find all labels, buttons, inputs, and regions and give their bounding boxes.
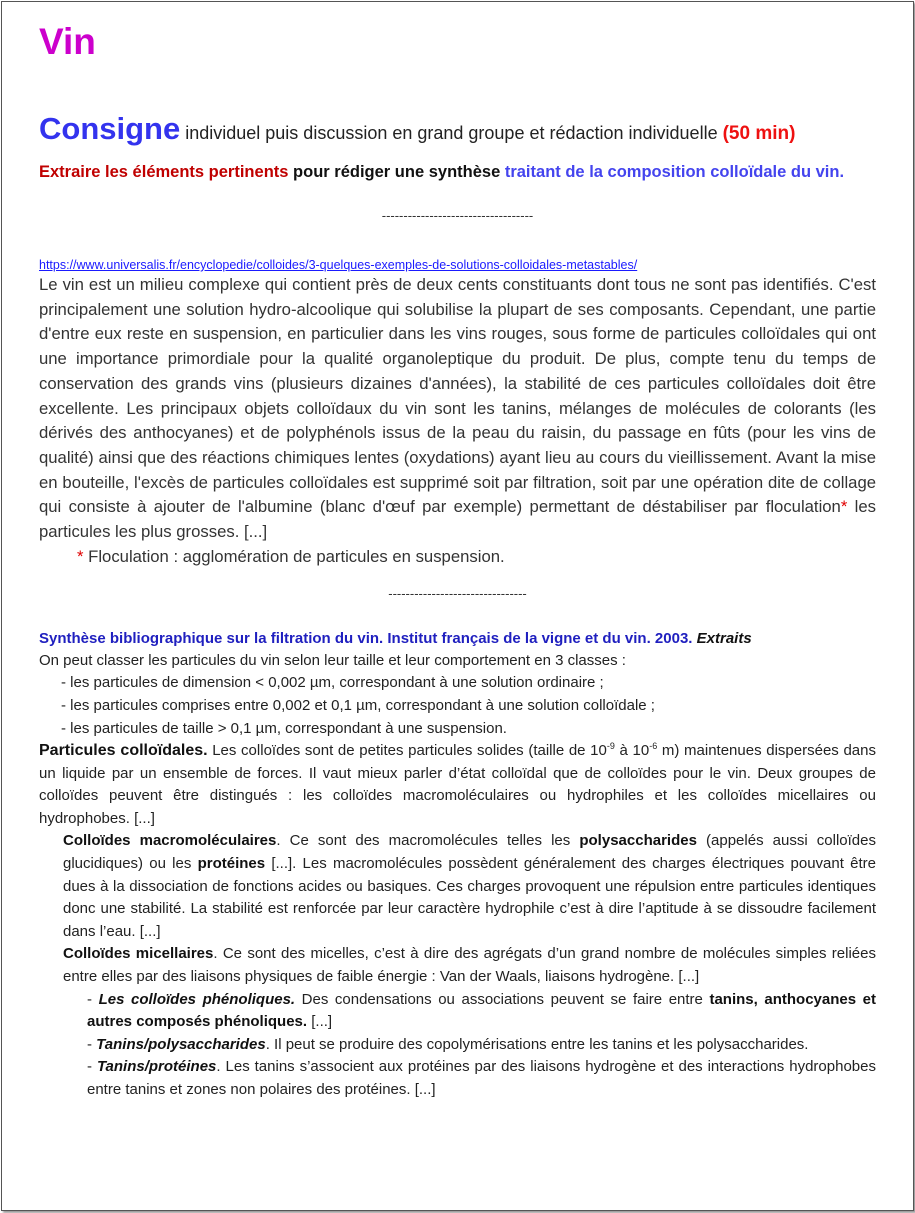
macro-text-a: . Ce sont des macromolécules telles les	[276, 832, 580, 850]
footnote-star: *	[77, 546, 84, 566]
universalis-paragraph	[39, 273, 876, 545]
footnote-star-marker: *	[840, 497, 848, 517]
exponent-2: -6	[649, 741, 658, 752]
colloid-paragraph	[39, 740, 876, 830]
colloid-text-b: à 10	[614, 742, 650, 760]
macro-bold-proteines: protéines	[197, 855, 266, 873]
biblio-title-text: Synthèse bibliographique sur la filtration du vin. Institut français de la vigne et du vin. 2003.	[39, 629, 697, 647]
sub-text-a-2: . Il peut se produire des copolymérisations entre les tanins et les polysaccharides.	[265, 1035, 809, 1053]
macro-text-b: (appelés aussi colloïdes glucidiques) ou les	[63, 832, 876, 873]
macro-colloids-paragraph	[63, 830, 876, 943]
sub-item-tanins-polysaccharides	[87, 1034, 876, 1057]
macro-text-c: [...]. Les macromolécules possèdent généralement des charges électriques pouvant être dues à la dissociation de fonctions acides ou basiques. Ces charges provoquent une répulsion entre particules identiques donc une stabilité. La stabilité est renforcée par leur caractère hydrophile c’est à dire l’aptitude à se dissoudre facilement dans l’eau. [...]	[63, 855, 876, 940]
document-title: Vin	[39, 21, 96, 62]
paragraph-end-text: les particules les plus grosses. [...]	[39, 497, 876, 542]
separator-1: -----------------------------------	[381, 208, 534, 223]
task-part-3: traitant de la composition colloïdale du vin.	[504, 163, 845, 181]
consigne-heading: Consigne	[39, 111, 181, 146]
class-item-2: - les particules comprises entre 0,002 et 0,1 µm, correspondant à une solution colloïdale ;	[61, 696, 655, 714]
footnote-text: Floculation : agglomération de particules en suspension.	[83, 546, 505, 566]
task-part-2: pour rédiger une synthèse	[288, 163, 505, 181]
biblio-intro: On peut classer les particules du vin selon leur taille et leur comportement en 3 classes :	[39, 651, 626, 669]
micelle-colloids-paragraph	[63, 943, 876, 988]
colloid-text-a: Les colloïdes sont de petites particules solides (taille de 10	[207, 742, 607, 760]
consigne-time: (50 min)	[722, 123, 796, 144]
sub-text-b-1: [...]	[307, 1013, 333, 1031]
paragraph-main-text: Le vin est un milieu complexe qui contient près de deux cents constituants dont tous ne sont pas identifiés. C'est principalement une solution hydro-alcoolique qui solubilise la plupart de ses composants. Cependant, une partie d'entre eux reste en suspension, en particulier dans les vins rouges, sous forme de particules colloïdales qui ont une importance primordiale pour la qualité organoleptique du produit. De plus, compte tenu du temps de conservation des grands vins (plusieurs dizaines d'années), la stabilité de ces particules colloïdales doit être excellente. Les principaux objets colloïdaux du vin sont les tanins, mélanges de molécules de colorants (les dérivés des anthocyanes) et de polyphénols issus de la peau du raisin, du passage en fûts (pour les vins de qualité) ainsi que des réactions chimiques lentes (oxydations) ayant lieu au cours du vieillissement. Avant la mise en bouteille, l'excès de particules colloïdales est supprimé soit par filtration, soit par une opération dite de collage qui consiste à ajouter de l'albumine (blanc d'œuf par exemple) permettant de déstabiliser par floculation	[39, 275, 876, 517]
task-instruction	[39, 160, 876, 184]
consigne-line	[39, 112, 876, 152]
separator-2: --------------------------------	[388, 585, 527, 601]
colloid-text-c: m) maintenues dispersées dans un liquide par un ensemble de forces. Il vaut mieux parler d’état colloïdal que de colloïdes pour le vin. Deux groupes de colloïdes peuvent être distingués : les colloïdes macromoléculaires ou hydrophiles et les colloïdes micellaires ou hydrophobes. [...]	[39, 742, 876, 827]
task-part-1: Extraire les éléments pertinents	[39, 163, 289, 181]
sub-title-3: Tanins/protéines	[96, 1058, 217, 1076]
sub-text-a-1: Des condensations ou associations peuvent se faire entre	[295, 990, 710, 1008]
colloid-paragraph-title: Particules colloïdales.	[39, 742, 208, 760]
class-item-1: - les particules de dimension < 0,002 µm, correspondant à une solution ordinaire ;	[61, 674, 604, 692]
exponent-1: -9	[606, 741, 615, 752]
sub-prefix-2: -	[87, 1035, 97, 1053]
biblio-title-extraits: Extraits	[696, 629, 752, 647]
sub-title-2: Tanins/polysaccharides	[96, 1035, 266, 1053]
footnote	[77, 545, 876, 569]
micelle-text: . Ce sont des micelles, c’est à dire des agrégats d’un grand nombre de molécules simples reliées entre elles par des liaisons physiques de faible énergie : Van der Waals, liaisons hydrogène. [...]	[63, 945, 876, 986]
micelle-title: Colloïdes micellaires	[63, 945, 214, 963]
biblio-title	[39, 628, 876, 650]
sub-item-phenoliques	[87, 989, 876, 1034]
source-link[interactable]: https://www.universalis.fr/encyclopedie/colloides/3-quelques-exemples-de-solutions-colloidales-metastables/	[39, 258, 638, 272]
class-item-3: - les particules de taille > 0,1 µm, correspondant à une suspension.	[61, 719, 507, 737]
macro-bold-polysaccharides: polysaccharides	[579, 832, 697, 850]
document-page	[1, 1, 914, 1211]
sub-item-tanins-proteines	[87, 1056, 876, 1101]
sub-title-1: Les colloïdes phénoliques.	[98, 990, 296, 1008]
macro-title: Colloïdes macromoléculaires	[63, 832, 277, 850]
consigne-text: individuel puis discussion en grand groupe et rédaction individuelle	[180, 123, 723, 143]
sub-prefix-3: -	[87, 1058, 97, 1076]
sub-text-a-3: . Les tanins s’associent aux protéines par des liaisons hydrogène et des interactions hydrophobes entre tanins et zones non polaires des protéines. [...]	[87, 1058, 876, 1099]
sub-bold-1: tanins, anthocyanes et autres composés phénoliques.	[87, 990, 876, 1031]
sub-prefix-1: -	[87, 990, 99, 1008]
